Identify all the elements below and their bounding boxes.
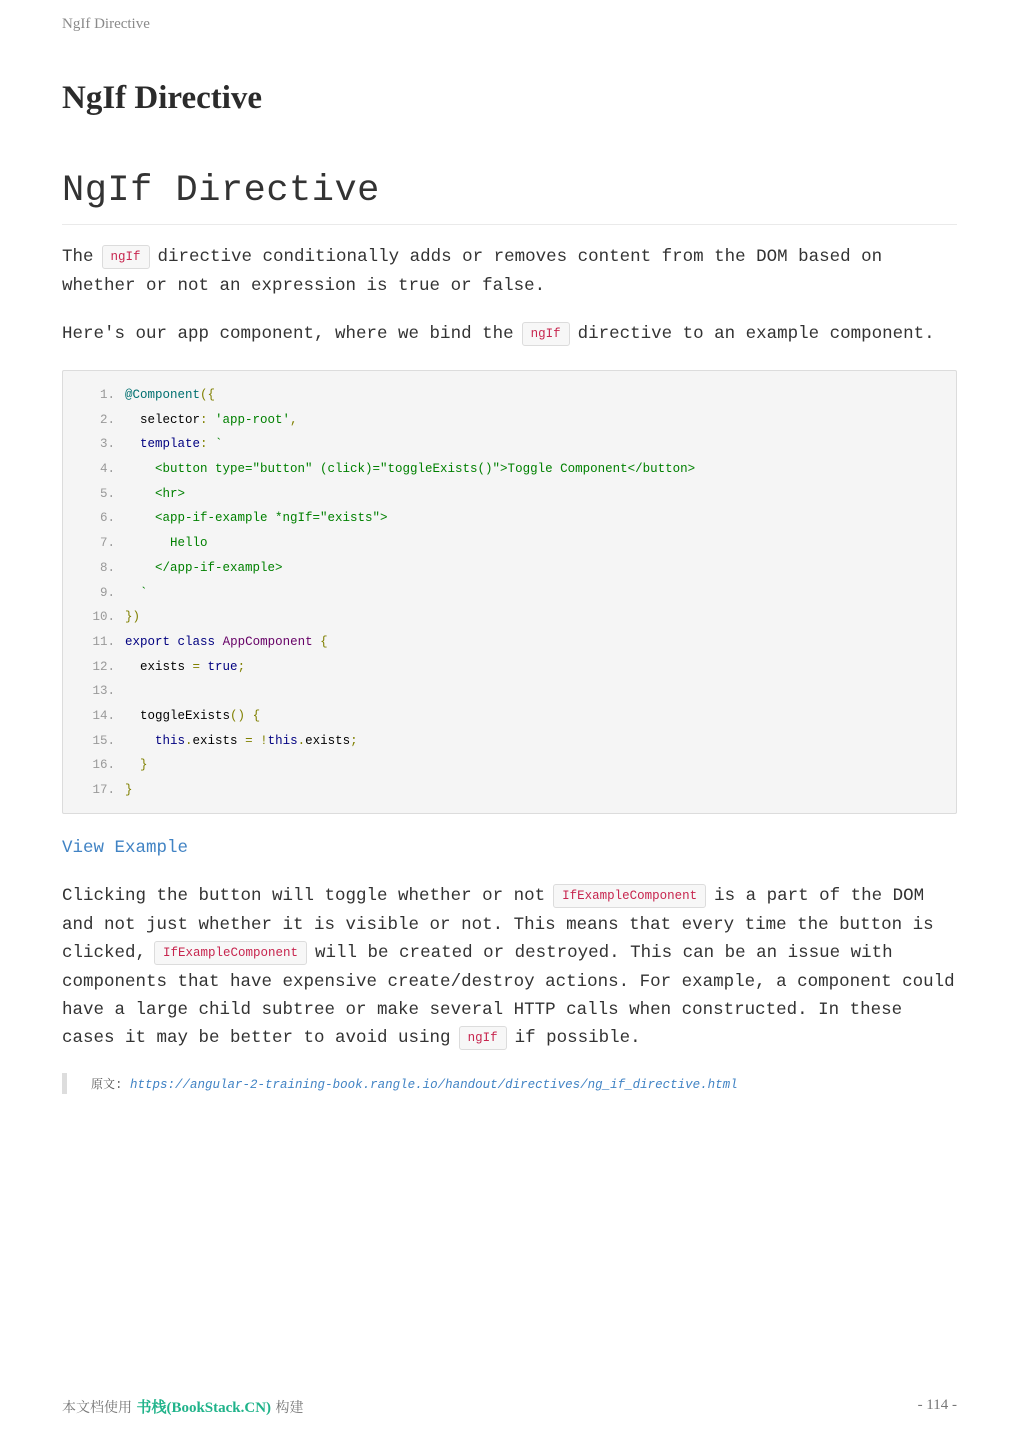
code-token bbox=[253, 734, 261, 748]
code-line bbox=[63, 655, 956, 680]
text: Here's our app component, where we bind the bbox=[62, 324, 514, 344]
code-token: ({ bbox=[200, 388, 216, 402]
component-paragraph bbox=[62, 320, 957, 349]
code-token: toggleExists bbox=[125, 708, 231, 723]
text: will be created or destroyed. This can be an issue with components that have expensive create/destroy actions. For example, a component could have a large child subtree or make several HTTP calls when constructed. In these cases it may be better to avoid using bbox=[62, 942, 955, 1048]
line-number: 10. bbox=[92, 610, 115, 625]
code-text bbox=[125, 383, 215, 408]
code-line bbox=[63, 383, 956, 408]
code-text bbox=[125, 432, 223, 457]
inline-code: ngIf bbox=[102, 245, 150, 269]
code-token: this bbox=[267, 733, 298, 748]
code-token: () bbox=[230, 708, 246, 723]
code-token: <hr> bbox=[125, 486, 186, 501]
code-text bbox=[125, 729, 358, 754]
text: Clicking the button will toggle whether or not bbox=[62, 885, 546, 906]
code-token: AppComponent bbox=[222, 634, 313, 649]
line-number: 4. bbox=[99, 462, 115, 477]
line-number: 6. bbox=[99, 511, 115, 526]
code-token: exists bbox=[125, 659, 193, 674]
line-number: 14. bbox=[92, 708, 115, 723]
code-line bbox=[63, 482, 956, 507]
code-token: . bbox=[185, 733, 193, 748]
code-text bbox=[125, 655, 245, 680]
code-token bbox=[313, 635, 321, 649]
source-quote bbox=[62, 1073, 957, 1094]
inline-code: IfExampleComponent bbox=[553, 884, 706, 908]
text: directive to an example component. bbox=[577, 324, 935, 344]
code-line bbox=[63, 679, 956, 704]
section-heading: NgIf Directive bbox=[62, 170, 957, 225]
code-text bbox=[125, 605, 140, 630]
code-line bbox=[63, 531, 956, 556]
code-token: = bbox=[245, 733, 253, 748]
code-token: : bbox=[200, 412, 216, 427]
line-number: 17. bbox=[92, 783, 115, 797]
code-token bbox=[125, 734, 155, 748]
footer-prefix: 本文档使用 bbox=[62, 1400, 132, 1416]
line-number: 13. bbox=[92, 684, 115, 699]
code-text bbox=[125, 630, 328, 655]
code-token: exists bbox=[305, 733, 351, 748]
code-token: = bbox=[192, 659, 201, 674]
code-token: <app-if-example *ngIf="exists"> bbox=[125, 511, 388, 526]
source-label: 原文 bbox=[91, 1076, 116, 1091]
code-token: } bbox=[125, 783, 133, 797]
text: The bbox=[62, 247, 94, 267]
view-example-link[interactable]: View Example bbox=[62, 837, 189, 858]
footer-credit bbox=[62, 1396, 304, 1417]
inline-code: ngIf bbox=[459, 1026, 507, 1050]
brand-link[interactable]: 书栈(BookStack.CN) bbox=[136, 1400, 272, 1416]
line-number: 15. bbox=[92, 733, 115, 748]
footer-suffix: 构建 bbox=[275, 1400, 304, 1416]
code-token: , bbox=[290, 412, 298, 427]
code-text bbox=[125, 482, 185, 507]
code-line bbox=[63, 753, 956, 778]
code-token: { bbox=[252, 708, 261, 723]
code-text bbox=[125, 704, 260, 729]
code-token: selector bbox=[125, 412, 201, 427]
code-text bbox=[125, 408, 298, 433]
code-token: ! bbox=[260, 733, 268, 748]
code-token bbox=[200, 660, 208, 674]
code-text bbox=[125, 556, 283, 581]
source-separator: : bbox=[115, 1077, 131, 1092]
running-header: NgIf Directive bbox=[62, 16, 150, 32]
code-token: }) bbox=[125, 610, 141, 625]
line-number: 11. bbox=[92, 634, 115, 649]
code-block bbox=[62, 370, 957, 814]
code-token bbox=[125, 758, 140, 772]
code-token: true bbox=[207, 659, 238, 674]
article-body bbox=[62, 170, 957, 1094]
code-text bbox=[125, 506, 388, 531]
code-line bbox=[63, 506, 956, 531]
line-number: 3. bbox=[99, 437, 115, 452]
code-text bbox=[125, 581, 148, 606]
line-number: 16. bbox=[92, 758, 115, 773]
code-token bbox=[245, 709, 253, 723]
line-number: 2. bbox=[99, 412, 115, 427]
source-link[interactable]: https://angular-2-training-book.rangle.io/handout/directives/ng_if_directive.html bbox=[130, 1077, 738, 1092]
inline-code: ngIf bbox=[522, 322, 570, 346]
code-line bbox=[63, 556, 956, 581]
intro-paragraph bbox=[62, 243, 957, 300]
code-token: ` bbox=[215, 437, 223, 452]
code-token bbox=[170, 635, 178, 649]
code-token: { bbox=[320, 634, 328, 649]
code-line bbox=[63, 605, 956, 630]
code-line bbox=[63, 457, 956, 482]
code-token: Hello bbox=[125, 536, 208, 551]
code-token: <button type="button" (click)="toggleExists()">Toggle Component</button> bbox=[125, 462, 696, 477]
code-line bbox=[63, 729, 956, 754]
code-token: ; bbox=[237, 659, 246, 674]
inline-code: IfExampleComponent bbox=[154, 941, 307, 965]
code-line bbox=[63, 408, 956, 433]
line-number: 5. bbox=[99, 486, 115, 501]
code-token: </app-if-example> bbox=[125, 560, 283, 575]
code-token: template bbox=[140, 437, 201, 452]
code-token: exists bbox=[192, 733, 246, 748]
code-line bbox=[63, 630, 956, 655]
code-token: class bbox=[177, 634, 216, 649]
code-token: ; bbox=[350, 733, 358, 748]
document-title: NgIf Directive bbox=[62, 80, 263, 116]
text: if possible. bbox=[514, 1027, 641, 1048]
code-line bbox=[63, 432, 956, 457]
code-token bbox=[215, 635, 223, 649]
code-text bbox=[125, 457, 695, 482]
code-token: 'app-root' bbox=[215, 412, 291, 427]
code-line bbox=[63, 704, 956, 729]
code-token: @Component bbox=[125, 388, 201, 402]
code-token: : bbox=[200, 437, 216, 452]
text: is a part of the DOM and not just whether it is visible or not. This means that every time the button is clicked, bbox=[62, 885, 934, 963]
code-token: this bbox=[155, 733, 186, 748]
code-line bbox=[63, 581, 956, 606]
code-token: } bbox=[140, 758, 148, 773]
line-number: 1. bbox=[99, 388, 115, 402]
code-token bbox=[125, 437, 140, 451]
page-number: - 114 - bbox=[917, 1397, 957, 1413]
explanation-paragraph bbox=[62, 882, 957, 1053]
line-number: 12. bbox=[92, 659, 115, 674]
text: directive conditionally adds or removes content from the DOM based on whether or not an expression is true or false. bbox=[62, 247, 883, 296]
code-token: . bbox=[297, 733, 306, 748]
line-number: 7. bbox=[99, 536, 115, 551]
code-line bbox=[63, 778, 956, 803]
code-token: export bbox=[125, 634, 171, 649]
code-text bbox=[125, 753, 148, 778]
code-token: ` bbox=[125, 585, 148, 600]
line-number: 8. bbox=[99, 560, 115, 575]
line-number: 9. bbox=[99, 585, 115, 600]
code-text bbox=[125, 531, 208, 556]
code-text bbox=[125, 778, 133, 803]
